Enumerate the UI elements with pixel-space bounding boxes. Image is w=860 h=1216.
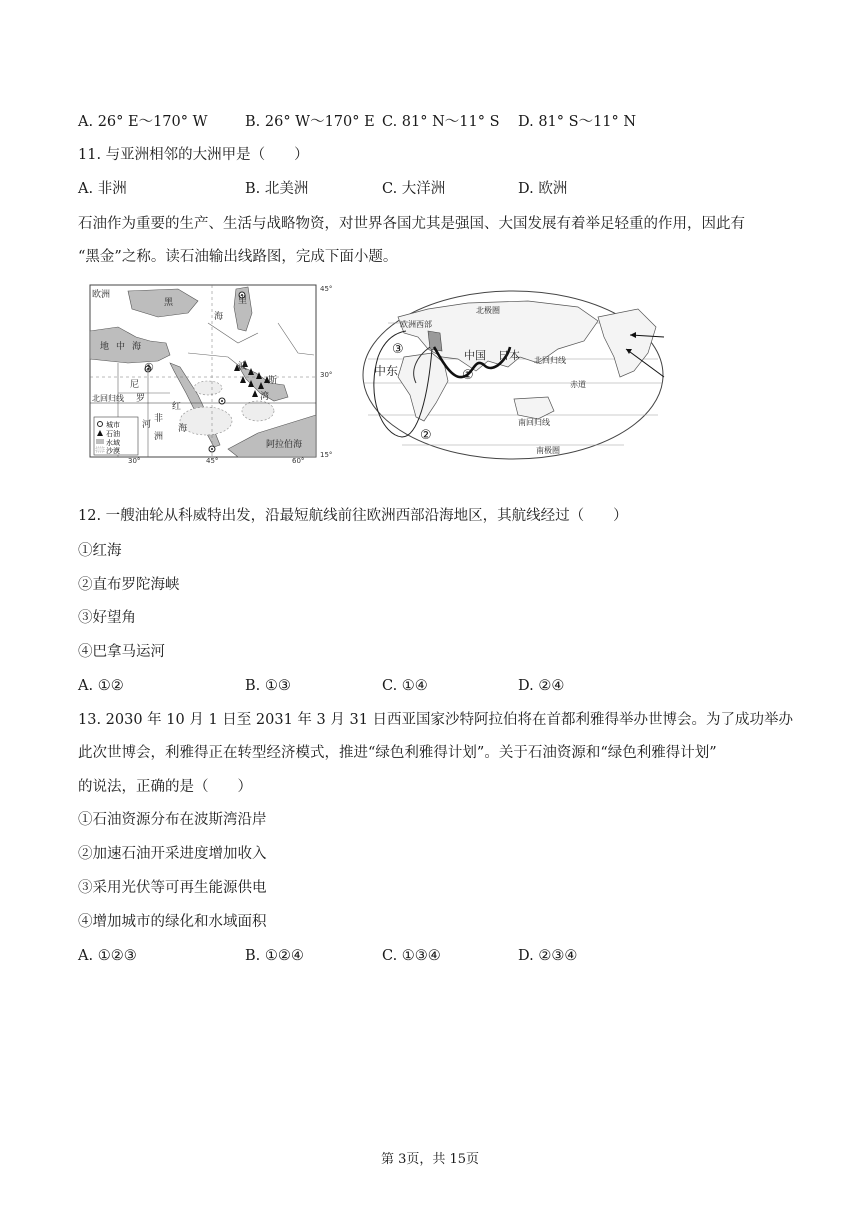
label-china: 中国 [464, 349, 486, 362]
label-arctic: 北极圈 [476, 306, 500, 315]
q12-item-1: ①红海 [78, 543, 122, 559]
route-marker-1: ① [144, 361, 154, 374]
label-med-2: 中 [116, 342, 126, 352]
label-caspian: 里 [238, 296, 248, 306]
route-marker-3: ③ [392, 342, 404, 357]
label-japan: 日本 [498, 349, 520, 362]
q11-option-d: D. 欧洲 [518, 181, 568, 197]
label-africa-2: 洲 [154, 432, 164, 442]
q10-option-b: B. 26° W～170° E [245, 114, 375, 130]
q10-option-c: C. 81° N～11° S [382, 114, 500, 130]
legend-desert: 沙漠 [106, 447, 120, 455]
q12-item-4: ④巴拿马运河 [78, 644, 165, 660]
q13-stem-line-3: 的说法，正确的是（ ） [78, 779, 252, 795]
label-nile-3: 河 [142, 420, 152, 430]
intro-line-2: “黑金”之称。读石油输出线路图，完成下面小题。 [78, 249, 398, 265]
q12-option-a: A. ①② [78, 678, 124, 694]
label-tropic: 北回归线 [92, 394, 124, 403]
world-oil-route-map [358, 287, 668, 463]
label-europe: 欧洲 [92, 290, 111, 300]
q12-item-2: ②直布罗陀海峡 [78, 577, 180, 593]
lat-30: 30° [320, 371, 333, 379]
q12-item-3: ③好望角 [78, 610, 136, 626]
q13-item-2: ②加速石油开采进度增加收入 [78, 846, 267, 862]
q12-option-c: C. ①④ [382, 678, 428, 694]
q11-option-c: C. 大洋洲 [382, 181, 446, 197]
label-antarctic: 南极圈 [536, 446, 560, 455]
route-marker-1b: ① [462, 368, 474, 383]
label-med-1: 地 [100, 342, 110, 352]
q13-option-c: C. ①③④ [382, 948, 441, 964]
label-gulf-3: 湾 [260, 392, 270, 402]
label-west-europe: 欧洲西部 [400, 320, 432, 329]
label-middle-east: 中东 [374, 364, 399, 378]
lat-45: 45° [320, 285, 333, 293]
lon-30: 30° [128, 457, 141, 463]
q11-option-a: A. 非洲 [78, 181, 127, 197]
q13-stem-line-2: 此次世博会，利雅得正在转型经济模式，推进“绿色利雅得计划”。关于石油资源和“绿色利雅得计划” [78, 745, 717, 761]
label-gulf-1: 波 [238, 362, 248, 372]
label-black: 黑 [164, 298, 174, 308]
legend-city: 城市 [106, 421, 120, 429]
intro-line-1: 石油作为重要的生产、生活与战略物资，对世界各国尤其是强国、大国发展有着举足轻重的作用，因此有 [78, 216, 745, 232]
label-gulf-2: 斯 [268, 376, 278, 386]
q13-option-a: A. ①②③ [78, 948, 137, 964]
q13-item-1: ①石油资源分布在波斯湾沿岸 [78, 812, 267, 828]
q10-option-d: D. 81° S～11° N [518, 114, 637, 130]
lat-15: 15° [320, 451, 333, 459]
q10-option-a: A. 26° E～170° W [78, 114, 208, 130]
q13-option-b: B. ①②④ [245, 948, 304, 964]
middle-east-map [88, 283, 346, 463]
label-red-2: 海 [178, 424, 188, 434]
q11-option-b: B. 北美洲 [245, 181, 309, 197]
label-red-1: 红 [172, 402, 182, 412]
q11-stem: 11. 与亚洲相邻的大洲甲是（ ） [78, 147, 309, 163]
label-tropic-south: 南回归线 [518, 418, 550, 427]
route-marker-2: ② [420, 428, 432, 443]
label-equator: 赤道 [570, 380, 586, 389]
label-arabian-sea: 阿拉伯海 [266, 440, 303, 450]
q12-option-b: B. ①③ [245, 678, 291, 694]
lon-45: 45° [206, 457, 219, 463]
q13-item-3: ③采用光伏等可再生能源供电 [78, 880, 267, 896]
label-med-3: 海 [132, 342, 142, 352]
label-nile-1: 尼 [130, 380, 140, 390]
q13-option-d: D. ②③④ [518, 948, 578, 964]
q13-stem-line-1: 13. 2030 年 10 月 1 日至 2031 年 3 月 31 日西亚国家沙特阿拉伯将在首都利雅得举办世博会。为了成功举办 [78, 712, 794, 728]
label-africa-1: 非 [154, 414, 164, 424]
lon-60: 60° [292, 457, 305, 463]
q12-stem: 12. 一艘油轮从科威特出发，沿最短航线前往欧洲西部沿海地区，其航线经过（ ） [78, 508, 628, 524]
q12-option-d: D. ②④ [518, 678, 565, 694]
page-footer: 第 3页，共 15页 [380, 1152, 480, 1167]
legend-oil: 石油 [106, 430, 120, 438]
q13-item-4: ④增加城市的绿化和水域面积 [78, 914, 267, 930]
label-nile-2: 罗 [136, 394, 146, 404]
legend-water: 水域 [106, 439, 120, 447]
label-tropic-north: 北回归线 [534, 356, 566, 365]
label-sea-1: 海 [214, 312, 224, 322]
